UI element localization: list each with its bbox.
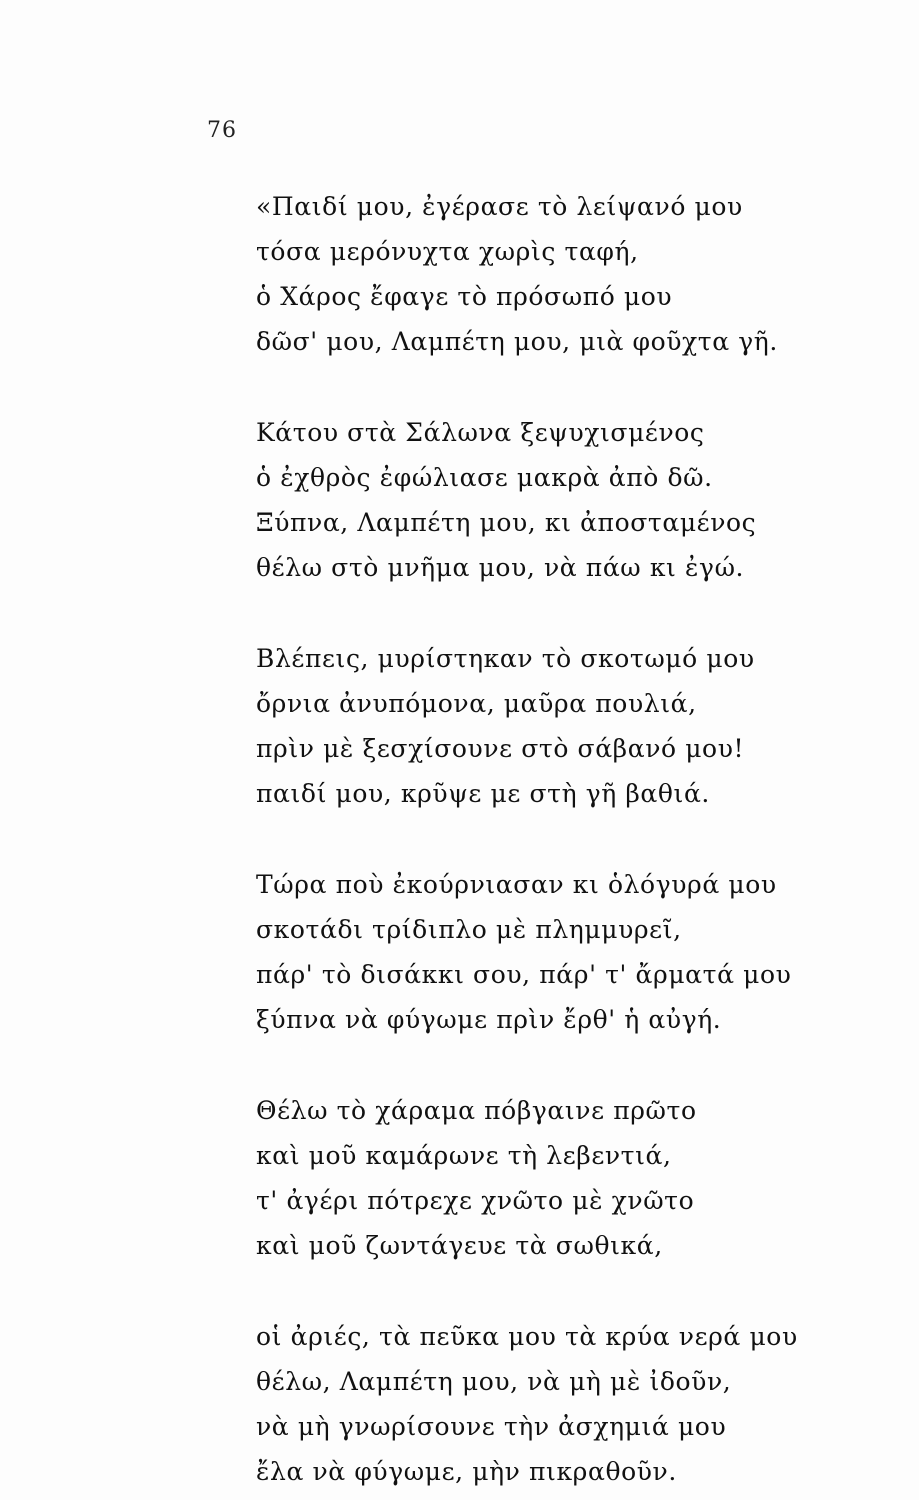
poem bbox=[256, 184, 856, 1494]
stanza-6 bbox=[256, 1314, 856, 1494]
poem-line: νὰ μὴ γνωρίσουνε τὴν ἀσχημιά μου bbox=[256, 1412, 727, 1441]
poem-line: πρὶν μὲ ξεσχίσουνε στὸ σάβανό μου! bbox=[256, 734, 745, 763]
stanza-2 bbox=[256, 410, 856, 590]
poem-line: «Παιδί μου, ἐγέρασε τὸ λείψανό μου bbox=[256, 192, 743, 221]
poem-line: ἔλα νὰ φύγωμε, μὴν πικραθοῦν. bbox=[256, 1457, 677, 1486]
poem-line: σκοτάδι τρίδιπλο μὲ πλημμυρεῖ, bbox=[256, 915, 682, 944]
poem-line: δῶσ' μου, Λαμπέτη μου, μιὰ φοῦχτα γῆ. bbox=[256, 327, 778, 356]
poem-line: ξύπνα νὰ φύγωμε πρὶν ἔρθ' ἡ αὐγή. bbox=[256, 1005, 722, 1034]
poem-line: Βλέπεις, μυρίστηκαν τὸ σκοτωμό μου bbox=[256, 644, 755, 673]
poem-line: οἱ ἀριές, τὰ πεῦκα μου τὰ κρύα νερά μου bbox=[256, 1322, 798, 1351]
poem-line: Τώρα ποὺ ἐκούρνιασαν κι ὁλόγυρά μου bbox=[256, 870, 777, 899]
stanza-1 bbox=[256, 184, 856, 364]
poem-line: τόσα μερόνυχτα χωρὶς ταφή, bbox=[256, 237, 639, 266]
poem-line: ὄρνια ἀνυπόμονα, μαῦρα πουλιά, bbox=[256, 689, 697, 718]
page-number: 76 bbox=[207, 118, 237, 143]
poem-line: Κάτου στὰ Σάλωνα ξεψυχισμένος bbox=[256, 418, 705, 447]
poem-line: ὁ ἐχθρὸς ἐφώλιασε μακρὰ ἀπὸ δῶ. bbox=[256, 463, 713, 492]
poem-line: καὶ μοῦ καμάρωνε τὴ λεβεντιά, bbox=[256, 1141, 672, 1170]
stanza-3 bbox=[256, 636, 856, 816]
poem-line: θέλω, Λαμπέτη μου, νὰ μὴ μὲ ἰδοῦν, bbox=[256, 1367, 732, 1396]
poem-line: παιδί μου, κρῦψε με στὴ γῆ βαθιά. bbox=[256, 779, 710, 808]
stanza-4 bbox=[256, 862, 856, 1042]
stanza-5 bbox=[256, 1088, 856, 1268]
poem-line: Ξύπνα, Λαμπέτη μου, κι ἀποσταμένος bbox=[256, 508, 757, 537]
poem-line: θέλω στὸ μνῆμα μου, νὰ πάω κι ἐγώ. bbox=[256, 553, 745, 582]
poem-line: ὁ Χάρος ἔφαγε τὸ πρόσωπό μου bbox=[256, 282, 673, 311]
poem-line: καὶ μοῦ ζωντάγευε τὰ σωθικά, bbox=[256, 1231, 663, 1260]
poem-line: τ' ἀγέρι πότρεχε χνῶτο μὲ χνῶτο bbox=[256, 1186, 695, 1215]
poem-line: Θέλω τὸ χάραμα πόβγαινε πρῶτο bbox=[256, 1096, 697, 1125]
poem-line: πάρ' τὸ δισάκκι σου, πάρ' τ' ἄρματά μου bbox=[256, 960, 792, 989]
